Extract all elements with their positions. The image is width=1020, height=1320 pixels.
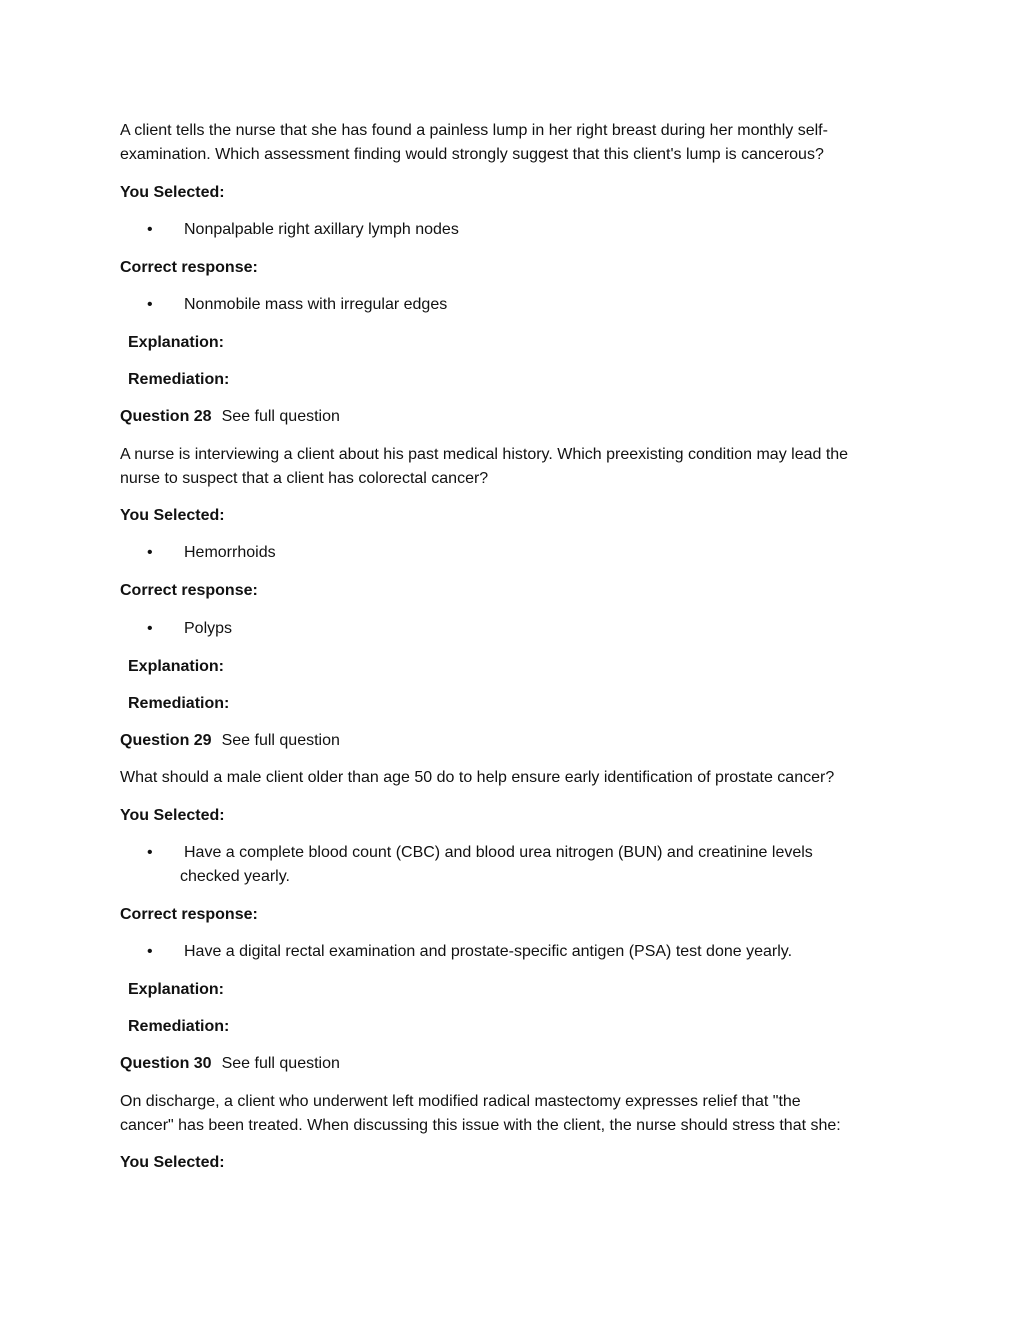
remediation-label: Remediation:: [128, 371, 230, 388]
remediation-label: Remediation:: [128, 1018, 230, 1035]
question-title: Question 29: [120, 732, 212, 749]
see-full-question-link[interactable]: See full question: [221, 1055, 340, 1072]
explanation-label: Explanation:: [128, 981, 225, 998]
question-stem: A client tells the nurse that she has found a painless lump in her right breast during her monthly self-: [120, 122, 828, 139]
correct-answer: Nonmobile mass with irregular edges: [184, 296, 448, 313]
you-selected-label: You Selected:: [120, 1154, 225, 1171]
bullet-icon: •: [147, 943, 153, 960]
selected-answer: Nonpalpable right axillary lymph nodes: [184, 221, 459, 238]
correct-answer: Have a digital rectal examination and prostate-specific antigen (PSA) test done yearly.: [184, 943, 793, 960]
question-header: [120, 1052, 340, 1076]
selected-answer: Have a complete blood count (CBC) and blood urea nitrogen (BUN) and creatinine levels: [184, 844, 813, 861]
question-stem: cancer" has been treated. When discussing this issue with the client, the nurse should stress that she:: [120, 1117, 841, 1134]
bullet-icon: •: [147, 620, 153, 637]
you-selected-label: You Selected:: [120, 507, 225, 524]
correct-response-label: Correct response:: [120, 906, 258, 923]
question-title: Question 28: [120, 408, 212, 425]
see-full-question-link[interactable]: See full question: [221, 408, 340, 425]
selected-answer: Hemorrhoids: [184, 544, 276, 561]
question-header: [120, 729, 340, 753]
question-stem: nurse to suspect that a client has colorectal cancer?: [120, 470, 489, 487]
question-stem: What should a male client older than age 50 do to help ensure early identification of prostate cancer?: [120, 769, 835, 786]
question-stem: On discharge, a client who underwent left modified radical mastectomy expresses relief that "the: [120, 1093, 801, 1110]
remediation-label: Remediation:: [128, 695, 230, 712]
correct-response-label: Correct response:: [120, 582, 258, 599]
question-stem: A nurse is interviewing a client about his past medical history. Which preexisting condition may lead the: [120, 446, 849, 463]
bullet-icon: •: [147, 544, 153, 561]
question-header: [120, 405, 340, 429]
bullet-icon: •: [147, 221, 153, 238]
selected-answer-continued: checked yearly.: [180, 868, 290, 885]
see-full-question-link[interactable]: See full question: [221, 732, 340, 749]
question-title: Question 30: [120, 1055, 212, 1072]
bullet-icon: •: [147, 844, 153, 861]
explanation-label: Explanation:: [128, 334, 225, 351]
explanation-label: Explanation:: [128, 658, 225, 675]
question-stem: examination. Which assessment finding would strongly suggest that this client's lump is cancerous?: [120, 146, 824, 163]
correct-response-label: Correct response:: [120, 259, 258, 276]
you-selected-label: You Selected:: [120, 807, 225, 824]
bullet-icon: •: [147, 296, 153, 313]
you-selected-label: You Selected:: [120, 184, 225, 201]
correct-answer: Polyps: [184, 620, 233, 637]
